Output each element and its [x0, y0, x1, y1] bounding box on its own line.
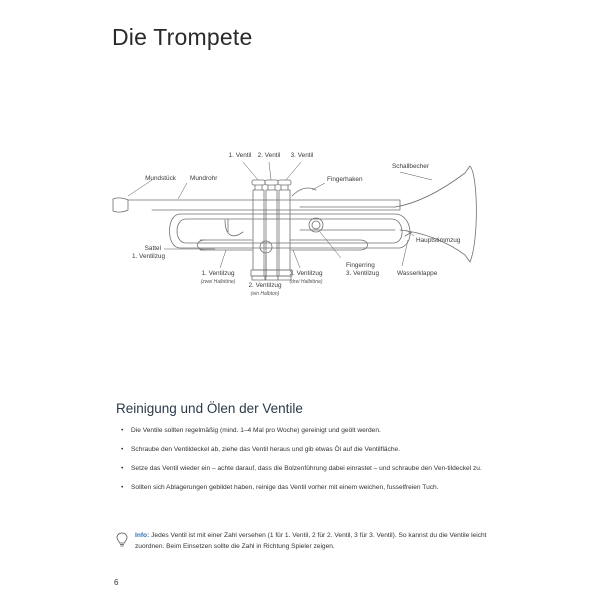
label-ventil-2: 2. Ventil: [257, 152, 281, 159]
label-ventilzug-1: 1. Ventilzug: [201, 270, 235, 277]
list-item: • Die Ventile sollten regelmäßig (mind. 1–4 Mal pro Woche) gereinigt und geölt werden.: [120, 425, 490, 436]
label-ventilzug-2: 2. Ventilzug: [248, 282, 282, 289]
list-item: • Sollten sich Ablagerungen gebildet haben, reinige das Ventil vorher mit einem weichen, fusselfreien Tuch.: [120, 482, 490, 493]
label-mundstueck: Mundstück: [145, 175, 176, 182]
page-number: 6: [114, 578, 119, 587]
label-ventilzug-3-ring: 3. Ventilzug: [346, 270, 380, 277]
finger-hook: [292, 188, 316, 196]
label-ventil-1: 1. Ventil: [228, 152, 252, 159]
label-ventilzug-1-sub: (zwei Halbtöne): [200, 279, 236, 285]
label-fingerhaken: Fingerhaken: [327, 176, 363, 183]
label-fingerring: Fingerring: [346, 262, 375, 269]
valve-casing-1: [253, 190, 264, 270]
valve-casing-3: [279, 190, 290, 270]
info-text: Jedes Ventil ist mit einer Zahl versehen (1 für 1. Ventil, 2 für 2. Ventil, 3 für 3. Ventil). So kannst du die Ventile leicht zuordnen. Beim Einsetzen sollte die Zahl in Richtung Spieler zeigen.: [135, 532, 487, 550]
label-ventilzug-3-sub: (drei Halbtöne): [289, 279, 323, 285]
label-ventilzug-3: 3. Ventilzug: [289, 270, 323, 277]
label-schallbecher: Schallbecher: [392, 163, 429, 170]
label-ventil-3: 3. Ventil: [290, 152, 314, 159]
valve-button-1: [255, 185, 262, 190]
label-sattel: Sattel: [144, 245, 161, 252]
list-item: • Schraube den Ventildeckel ab, ziehe das Ventil heraus und gib etwas Öl auf die Ventilfläche.: [120, 444, 490, 455]
valve-casing-2: [266, 190, 277, 270]
bullet-list: [120, 425, 490, 501]
label-ventilzug-2-sub: (ein Halbton): [250, 291, 280, 297]
lightbulb-icon: [116, 532, 128, 548]
label-ventilzug-1-sattel: 1. Ventilzug: [131, 253, 165, 260]
bell: [395, 166, 476, 262]
list-item: • Setze das Ventil wieder ein – achte darauf, dass die Bolzenführung dabei einrastet – und schraube den Ven-tildeckel zu.: [120, 463, 490, 474]
label-hauptstimmzug: Hauptstimmzug: [416, 237, 461, 244]
label-wasserklappe: Wasserklappe: [397, 270, 438, 277]
page-title: Die Trompete: [112, 24, 253, 50]
mouthpiece: [113, 198, 128, 212]
section-heading: Reinigung und Ölen der Ventile: [116, 401, 303, 416]
label-mundrohr: Mundrohr: [190, 175, 218, 182]
info-box: [135, 530, 495, 552]
info-label: Info:: [135, 532, 150, 539]
